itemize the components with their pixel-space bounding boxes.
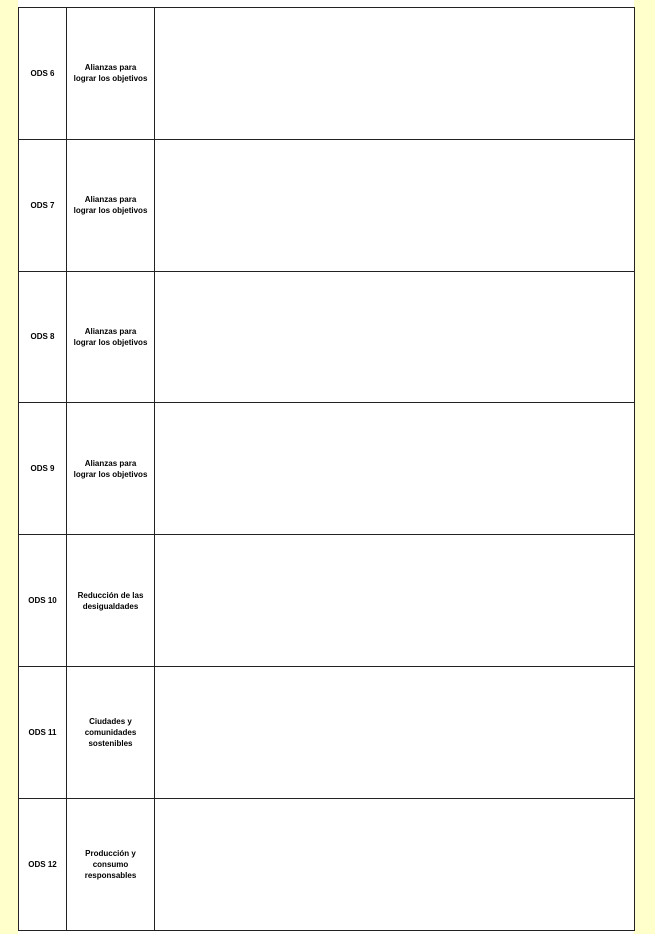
content-cell[interactable] [155, 271, 635, 403]
ods-code-cell: ODS 7 [19, 139, 67, 271]
table-row [19, 139, 635, 271]
content-cell[interactable] [155, 666, 635, 798]
table-row [19, 535, 635, 667]
table-row [19, 798, 635, 930]
ods-name-text: Reducción de las desigualdades [77, 590, 144, 611]
table-row [19, 403, 635, 535]
ods-name-text: Alianzas para lograr los objetivos [73, 63, 148, 84]
ods-code-cell: ODS 6 [19, 8, 67, 140]
ods-name-cell [67, 535, 155, 667]
ods-code-cell: ODS 10 [19, 535, 67, 667]
ods-name-cell [67, 666, 155, 798]
content-cell[interactable] [155, 139, 635, 271]
content-cell[interactable] [155, 8, 635, 140]
content-cell[interactable] [155, 403, 635, 535]
ods-name-cell [67, 139, 155, 271]
content-cell[interactable] [155, 535, 635, 667]
ods-name-cell [67, 8, 155, 140]
ods-name-cell [67, 403, 155, 535]
right-margin-band [634, 0, 655, 934]
ods-name-text: Alianzas para lograr los objetivos [73, 326, 148, 347]
left-margin-band [0, 0, 18, 934]
ods-name-text: Alianzas para lograr los objetivos [73, 195, 148, 216]
table-row [19, 8, 635, 140]
ods-code-cell: ODS 11 [19, 666, 67, 798]
ods-code-cell: ODS 12 [19, 798, 67, 930]
ods-name-cell [67, 798, 155, 930]
ods-name-text: Producción y consumo responsables [84, 848, 137, 880]
ods-table [18, 7, 635, 931]
table-row [19, 666, 635, 798]
content-cell[interactable] [155, 798, 635, 930]
ods-name-text: Alianzas para lograr los objetivos [73, 458, 148, 479]
ods-name-text: Ciudades y comunidades sostenibles [84, 716, 137, 748]
table-row [19, 271, 635, 403]
ods-name-cell [67, 271, 155, 403]
ods-code-cell: ODS 9 [19, 403, 67, 535]
ods-code-cell: ODS 8 [19, 271, 67, 403]
